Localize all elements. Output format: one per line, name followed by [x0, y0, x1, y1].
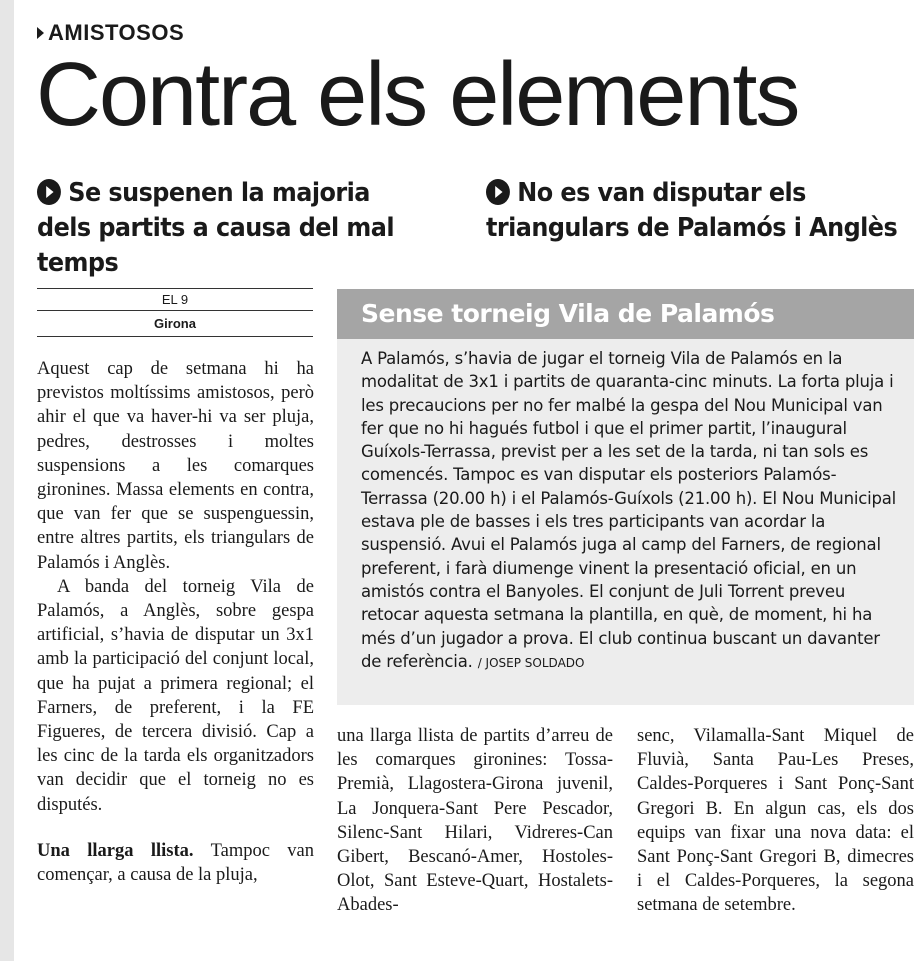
paragraph-3-start [37, 839, 314, 887]
subheadline-2 [486, 176, 900, 246]
byline-agency: EL 9 [37, 289, 313, 311]
run-in-head: Una llarga llista. [37, 840, 194, 861]
article-column-3 [637, 724, 914, 918]
byline-box [37, 288, 313, 337]
play-arrow-icon [37, 179, 61, 205]
paragraph-1: Aquest cap de setmana hi ha previstos moltíssims amistosos, però ahir el que va haver-hi va ser pluja, pedres, destrosses i moltes suspensions a les comarques gironines. Massa elements en contra, que van fer que se suspenguessin, entre altres partits, els triangulars de Palamós i Anglès. [37, 359, 314, 573]
sidebar-text [337, 339, 914, 675]
paragraph-2: A banda del torneig Vila de Palamós, a Anglès, sobre gespa artificial, s’havia de disputar un 3x1 amb la participació del conjunt local, que ha pujat a primera regional; el Farners, de preferent, i la FE Figueres, de tercera divisió. Cap a les cinc de la tarda els organitzadors van decidir que el torneig no es disputés. [37, 576, 314, 815]
sidebar-box [337, 289, 914, 705]
sidebar-byline: / JOSEP SOLDADO [477, 655, 585, 670]
page-margin-strip [0, 0, 14, 961]
byline-place: Girona [154, 316, 196, 331]
triangle-icon [37, 27, 44, 39]
subheadline-2-text: No es van disputar els triangulars de Palamós i Anglès [486, 178, 898, 243]
sidebar-title: Sense torneig Vila de Palamós [337, 289, 914, 339]
article-column-1 [37, 357, 314, 887]
paragraph-3-text-3: senc, Vilamalla-Sant Miquel de Fluvià, Santa Pau-Les Preses, Caldes-Porqueres i Sant Ponç-Sant Gregori B. En algun cas, els dos equips van fixar una nova data: el Sant Ponç-Sant Gregori B, dimecres i el Caldes-Porqueres, la segona setmana de setembre. [637, 726, 914, 916]
headline: Contra els elements [36, 45, 799, 145]
section-label: AMISTOSOS [48, 20, 185, 45]
paragraph-3-text-1: Tampoc van començar, a causa de la pluja, [37, 840, 314, 886]
sidebar-body: A Palamós, s’havia de jugar el torneig Vila de Palamós en la modalitat de 3x1 i partits de quaranta-cinc minuts. La forta pluja i les precaucions per no fer malbé la gespa del Nou Municipal van fer que no hi hagués futbol i que el primer partit, l’inaugural Guíxols-Terrassa, previst per a les set de la tarda, ni tan sols es comencés. Tampoc es van disputar els posteriors Palamós-Terrassa (20.00 h) i el Palamós-Guíxols (21.00 h). El Nou Municipal estava ple de basses i els tres participants van acordar la suspensió. Avui el Palamós juga al camp del Farners, de regional preferent, i farà diumenge vinent la presentació oficial, en un amistós contra el Banyoles. El conjunt de Juli Torrent preveu retocar aquesta setmana la plantilla, en què, de moment, hi ha més d’un jugador a prova. El club continua buscant un davanter de referència. [361, 349, 897, 671]
subheadline-1 [37, 176, 423, 281]
paragraph-3-text-2: una llarga llista de partits d’arreu de les comarques gironines: Tossa-Premià, Llagostera-Girona juvenil, La Jonquera-Sant Pere Pescador, Silenc-Sant Hilari, Vidreres-Can Gibert, Bescanó-Amer, Hostoles-Olot, Sant Esteve-Quart, Hostalets-Abades- [337, 726, 613, 916]
play-arrow-icon [486, 179, 510, 205]
subheadline-1-text: Se suspenen la majoria dels partits a causa del mal temps [37, 178, 395, 278]
article-column-2 [337, 724, 613, 918]
